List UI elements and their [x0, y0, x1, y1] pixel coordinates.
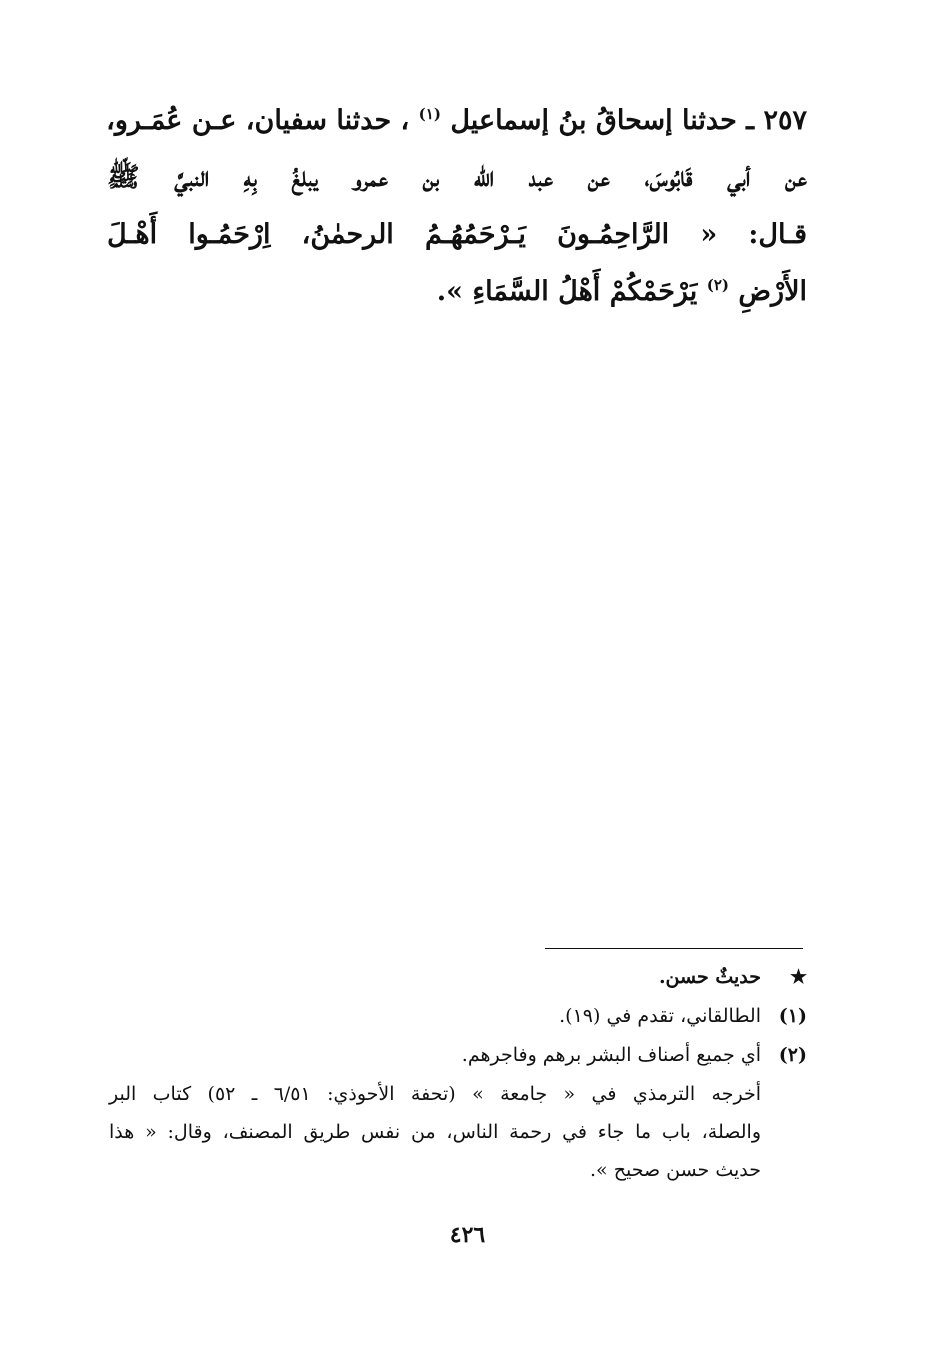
hadith-line-1	[107, 92, 807, 149]
footnote-1-marker: (١)	[778, 1005, 807, 1027]
takhrij-line-2: والصلة، باب ما جاء في رحمة الناس، من نفس طريق المصنف، وقال: « هذا	[109, 1121, 761, 1143]
hadith-line-3: قـال: « الرَّاحِمُـونَ يَـرْحَمُهُـمُ الرحمٰنُ، اِرْحَمُـوا أَهْـلَ	[107, 219, 807, 250]
takhrij-line-1: أخرجه الترمذي في « جامعة » (تحفة الأحوذي: ٦/٥١ ـ ٥٢) كتاب البر	[109, 1083, 761, 1105]
grade-text: حديثٌ حسن.	[658, 966, 761, 988]
star-icon: ★	[789, 966, 807, 988]
footnote-separator	[545, 948, 803, 949]
hadith-line-1-start: ٢٥٧ ـ حدثنا إسحاقُ بنُ إسماعيل	[450, 105, 807, 136]
hadith-line-1-end: ، حدثنا سفيان، عـن عُمَـرو،	[106, 105, 410, 136]
page-number: ٤٢٦	[449, 1222, 486, 1248]
footnotes	[107, 958, 807, 1189]
takhrij-line-3: حديث حسن صحيح ».	[590, 1159, 761, 1181]
footnote-2-text: أي جميع أصناف البشر برهم وفاجرهم.	[461, 1044, 761, 1066]
footnote-1	[107, 997, 807, 1036]
footnote-ref-2[interactable]: (٢)	[706, 276, 729, 294]
footnote-grade	[107, 958, 807, 997]
hadith-text	[107, 92, 807, 320]
hadith-line-4	[107, 263, 807, 320]
footnote-1-text: الطالقاني، تقدم في (١٩).	[559, 1005, 761, 1027]
hadith-line-4-end: يَرْحَمْكُمْ أَهْلُ السَّمَاءِ ».	[436, 276, 698, 307]
footnote-2-marker: (٢)	[778, 1044, 807, 1066]
footnote-2	[107, 1036, 807, 1075]
takhrij-paragraph	[109, 1075, 761, 1189]
hadith-line-4-start: الأَرْضِ	[738, 276, 807, 307]
footnote-ref-1[interactable]: (١)	[418, 105, 441, 123]
hadith-line-2: عن أبي قَابُوسَ، عن عبد الله بن عمرو يبلغُ بِهِ النبيَّ ﷺ	[107, 162, 807, 193]
